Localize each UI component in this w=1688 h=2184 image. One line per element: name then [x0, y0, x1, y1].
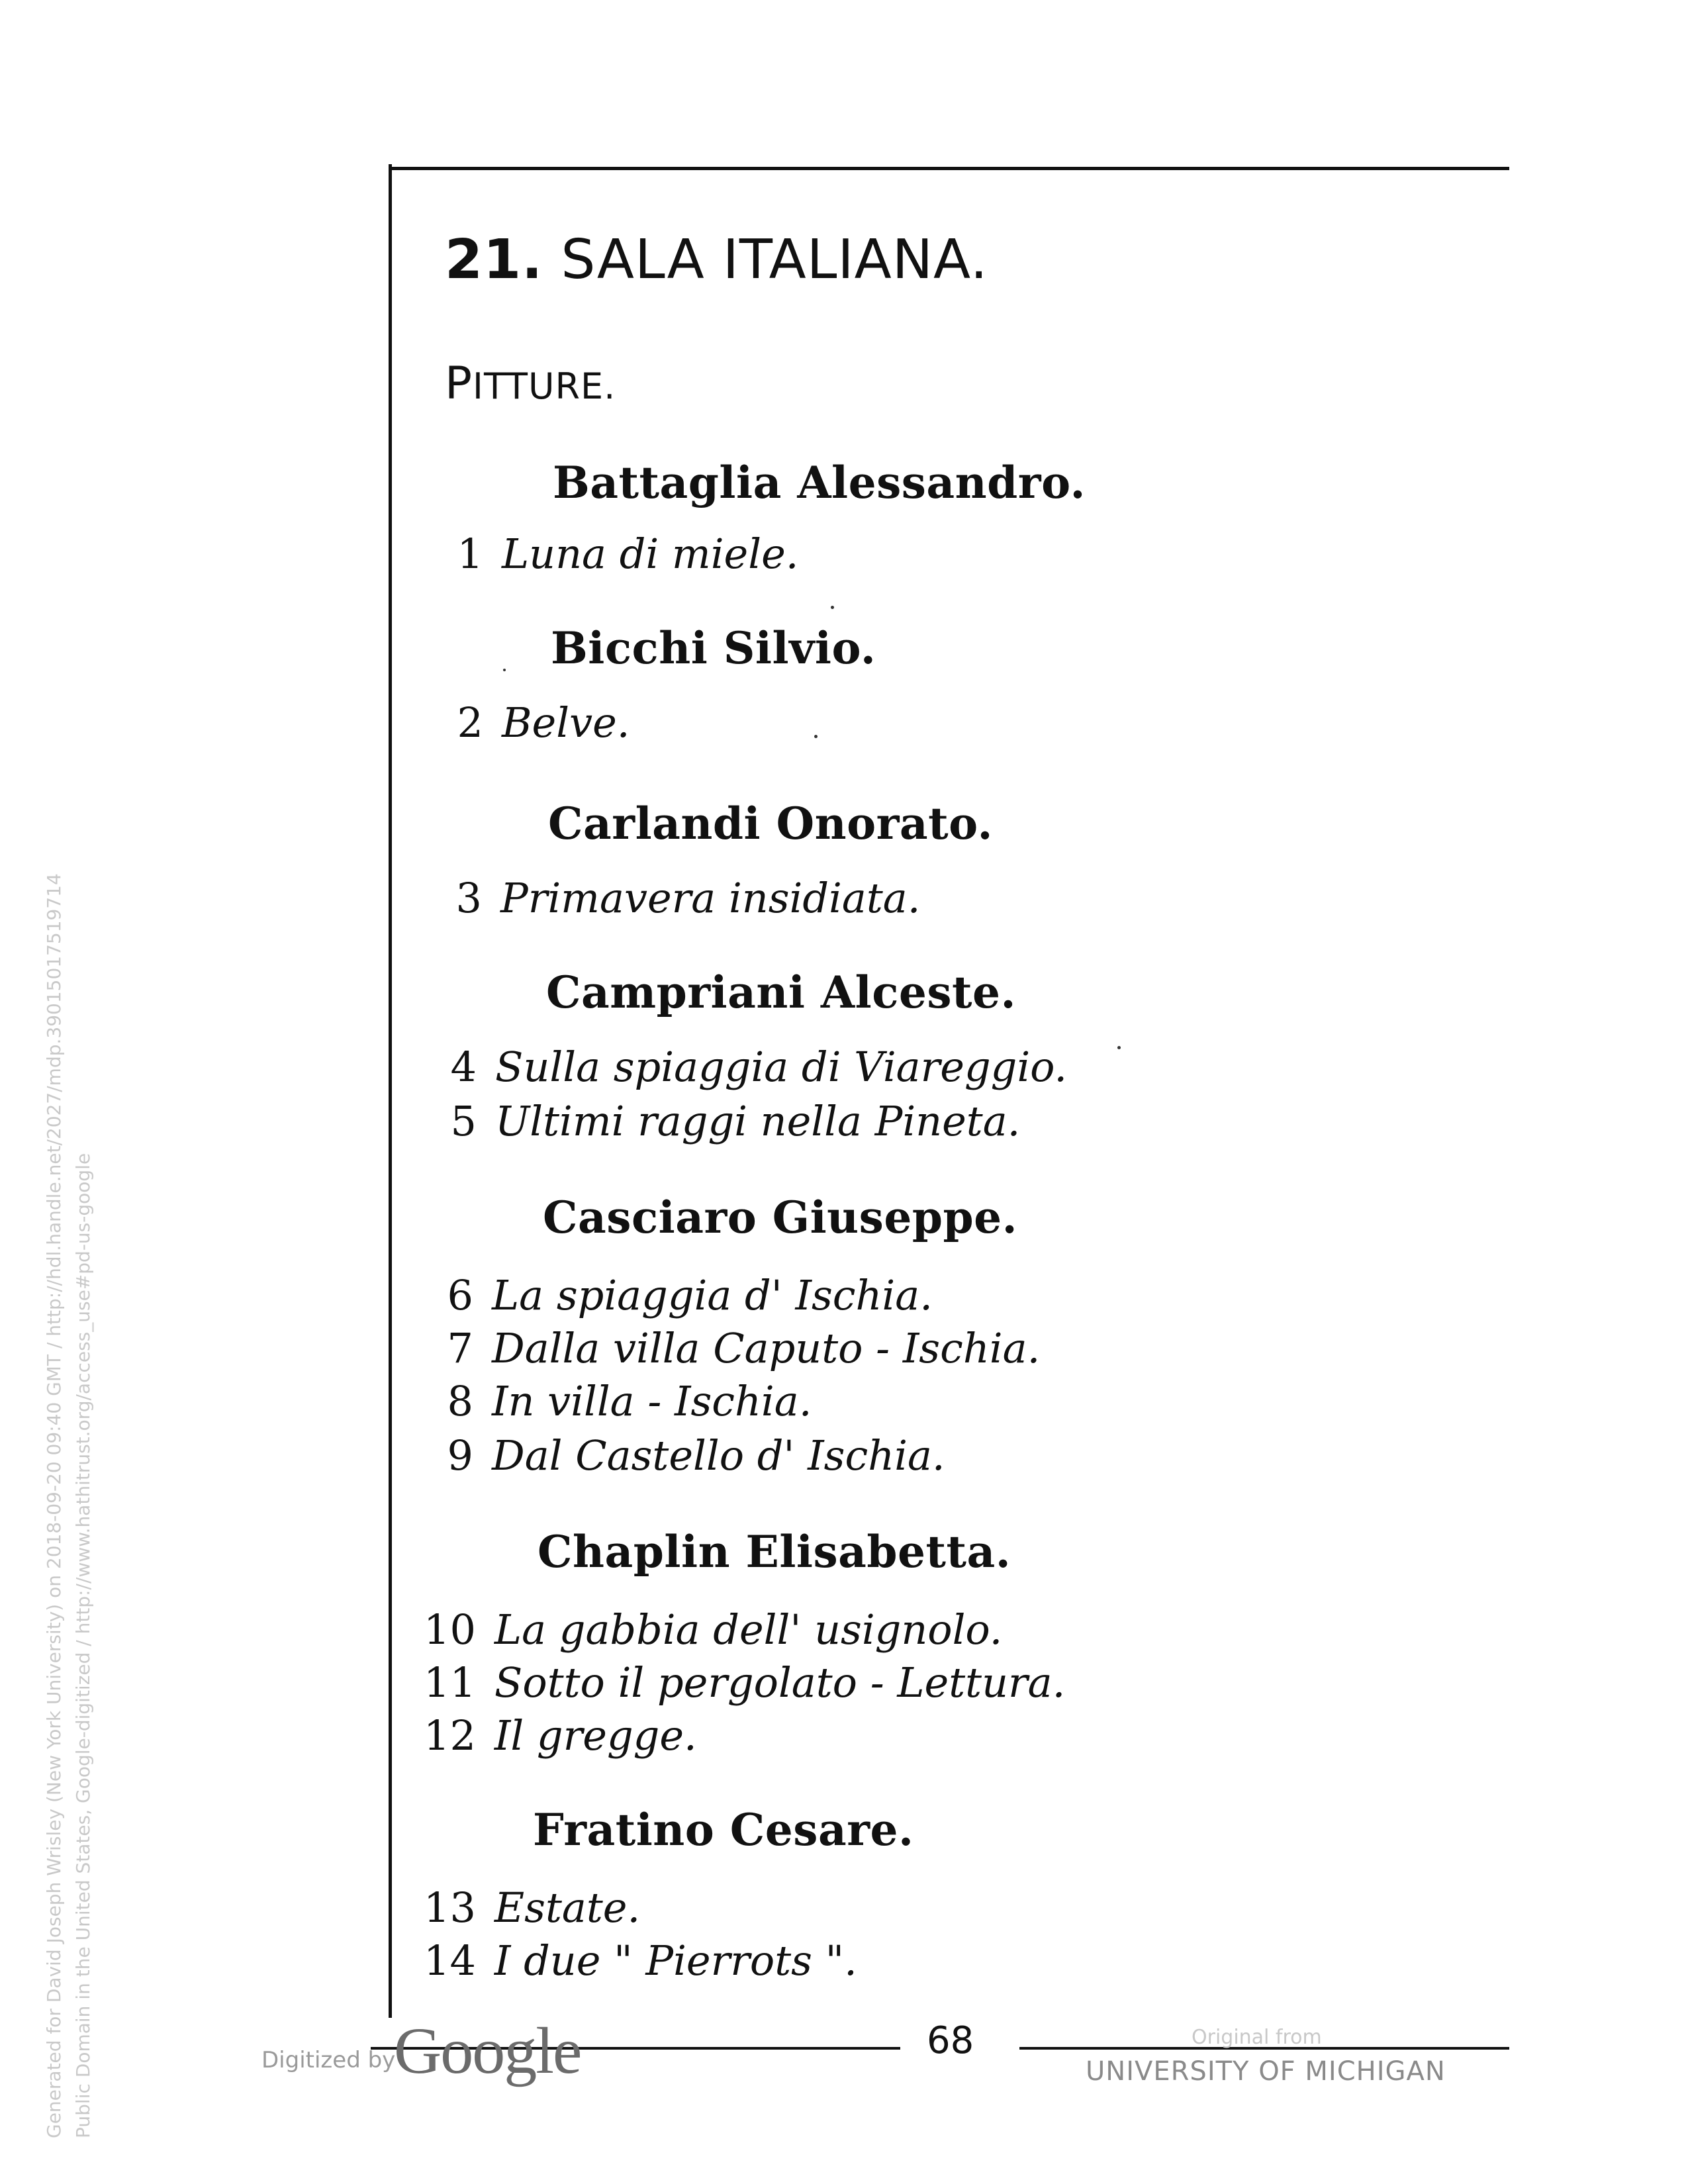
scan-speck	[503, 669, 506, 671]
artist-name: Casciaro Giuseppe.	[543, 1192, 1018, 1243]
section-title: SALA ITALIANA.	[561, 228, 988, 291]
side-watermark	[40, 873, 98, 2138]
list-item: 13 Estate.	[424, 1883, 641, 1932]
list-item: 11 Sotto il pergolato - Lettura.	[424, 1658, 1066, 1707]
original-from-label: Original from	[1192, 2026, 1322, 2049]
list-item: 1 Luna di miele.	[457, 530, 799, 578]
subheading-rest: ITTURE.	[473, 365, 616, 407]
subheading	[445, 357, 616, 410]
side-watermark-line1: Generated for David Joseph Wrisley (New York University) on 2018-09-20 09:40 GMT / http://hdl.handle.net/2027/mdp.39015017519714	[43, 873, 65, 2138]
artist-name: Carlandi Onorato.	[548, 798, 993, 849]
list-item: 5 Ultimi raggi nella Pineta.	[450, 1097, 1021, 1145]
artist-name: Bicchi Silvio.	[551, 622, 876, 674]
list-item: 14 I due " Pierrots ".	[424, 1936, 857, 1985]
list-item: 12 Il gregge.	[424, 1711, 697, 1760]
university-label: UNIVERSITY OF MICHIGAN	[1086, 2056, 1446, 2087]
section-number: 21.	[445, 228, 543, 291]
scan-speck	[831, 606, 834, 609]
scan-speck	[1117, 1046, 1121, 1049]
subheading-initial: P	[445, 357, 473, 410]
list-item: 7 Dalla villa Caputo - Ischia.	[447, 1324, 1041, 1372]
top-rule	[391, 167, 1509, 170]
artist-name: Chaplin Elisabetta.	[538, 1526, 1011, 1578]
left-rule	[389, 164, 392, 2018]
list-item: 2 Belve.	[457, 698, 630, 747]
list-item: 8 In villa - Ischia.	[447, 1377, 812, 1425]
google-logo: Google	[394, 2014, 581, 2087]
scan-speck	[814, 735, 818, 738]
artist-name: Battaglia Alessandro.	[553, 457, 1086, 508]
artist-name: Campriani Alceste.	[546, 967, 1016, 1018]
section-heading	[445, 228, 988, 291]
list-item: 10 La gabbia dell' usignolo.	[424, 1605, 1003, 1654]
list-item: 4 Sulla spiaggia di Viareggio.	[450, 1043, 1068, 1091]
artist-name: Fratino Cesare.	[533, 1804, 914, 1856]
list-item: 3 Primavera insidiata.	[455, 874, 921, 922]
list-item: 9 Dal Castello d' Ischia.	[447, 1431, 945, 1480]
side-watermark-line2: Public Domain in the United States, Google-digitized / http://www.hathitrust.org/access_use#pd-us-google	[72, 1153, 94, 2138]
page-number: 68	[927, 2019, 974, 2062]
digitized-by-label: Digitized by	[261, 2047, 396, 2073]
list-item: 6 La spiaggia d' Ischia.	[447, 1271, 933, 1319]
